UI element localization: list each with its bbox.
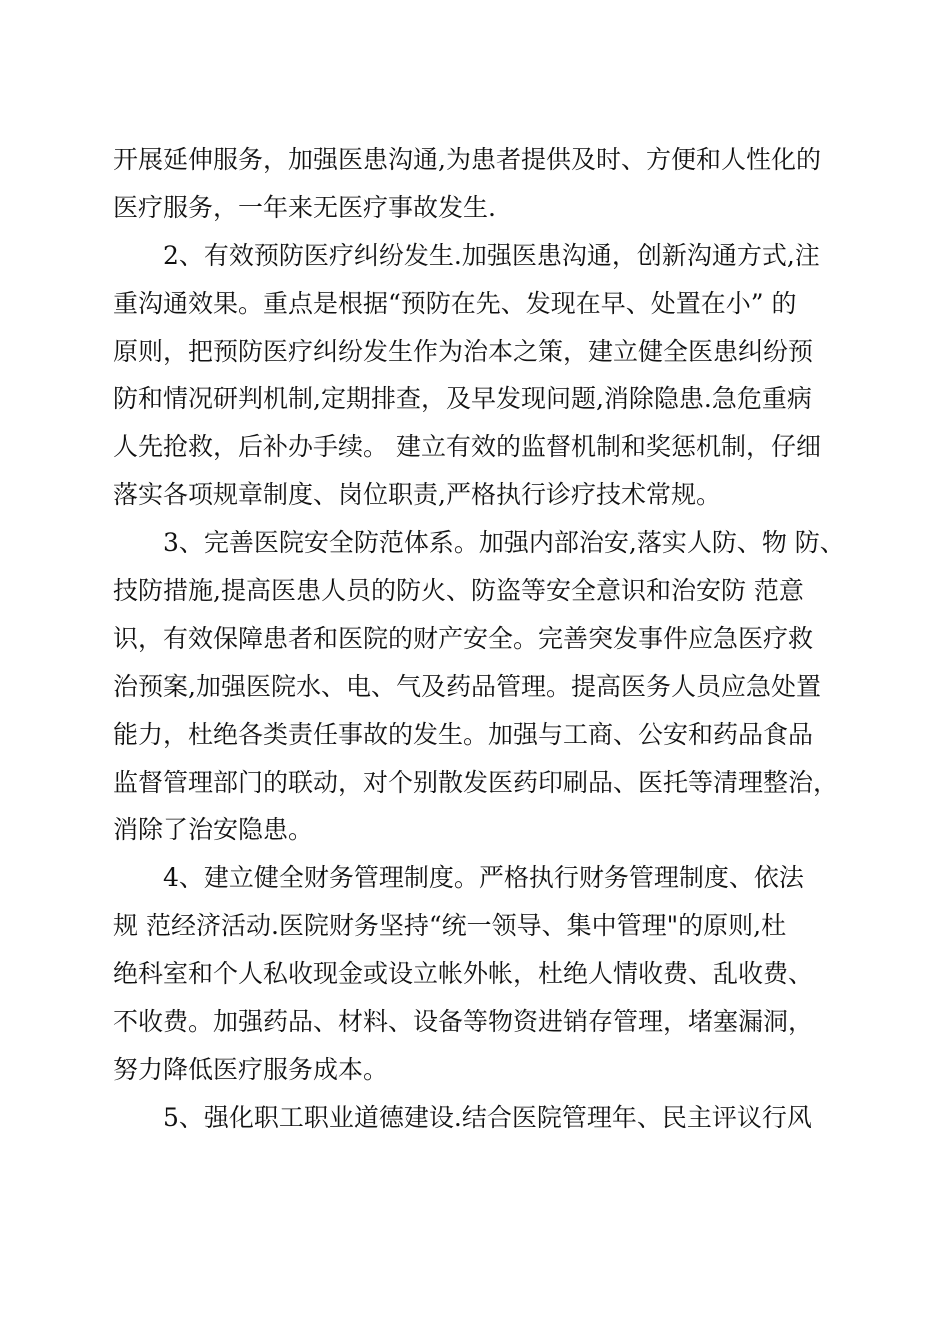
- text-line: 技防措施,提高医患人员的防火、防盗等安全意识和治安防 范意: [113, 576, 804, 606]
- text-line: 不收费。加强药品、材料、设备等物资进销存管理，堵塞漏洞，: [113, 1007, 814, 1037]
- text-line: 人先抢救，后补办手续。 建立有效的监督机制和奖惩机制，仔细: [113, 432, 821, 462]
- text-line: 努力降低医疗服务成本。: [113, 1054, 389, 1084]
- text-line: 绝科室和个人私收现金或设立帐外帐，杜绝人情收费、乱收费、: [113, 959, 814, 989]
- text-line: 监督管理部门的联动，对个别散发医药印刷品、医托等清理整治，: [113, 767, 839, 797]
- paragraph-start-line: 5、强化职工职业道德建设.结合医院管理年、民主评议行风: [163, 1102, 812, 1132]
- paragraph-start-line: 3、完善医院安全防范体系。加强内部治安,落实人防、物 防、: [163, 528, 845, 558]
- document-body: [113, 136, 853, 1142]
- text-line: 落实各项规章制度、岗位职责,严格执行诊疗技术常规。: [113, 480, 721, 510]
- paragraph-start-line: 4、建立健全财务管理制度。严格执行财务管理制度、依法: [163, 863, 804, 893]
- text-line: 识，有效保障患者和医院的财产安全。完善突发事件应急医疗救: [113, 623, 814, 653]
- paragraph-start-line: 2、有效预防医疗纠纷发生.加强医患沟通，创新沟通方式,注: [163, 240, 820, 270]
- text-line: 防和情况研判机制,定期排查，及早发现问题,消除隐患.急危重病: [113, 384, 812, 414]
- text-line: 能力，杜绝各类责任事故的发生。加强与工商、公安和药品食品: [113, 719, 814, 749]
- text-line: 消除了治安隐患。: [113, 815, 314, 845]
- text-line: 开展延伸服务，加强医患沟通,为患者提供及时、方便和人性化的: [113, 145, 821, 174]
- text-line: 规 范经济活动.医院财务坚持“统一领导、集中管理"的原则,杜: [113, 911, 787, 941]
- text-line: 医疗服务，一年来无医疗事故发生.: [113, 192, 496, 222]
- text-line: 重沟通效果。重点是根据“预防在先、发现在早、处置在小” 的: [113, 288, 797, 318]
- text-line: 治预案,加强医院水、电、气及药品管理。提高医务人员应急处置: [113, 671, 821, 701]
- text-line: 原则，把预防医疗纠纷发生作为治本之策，建立健全医患纠纷预: [113, 336, 814, 366]
